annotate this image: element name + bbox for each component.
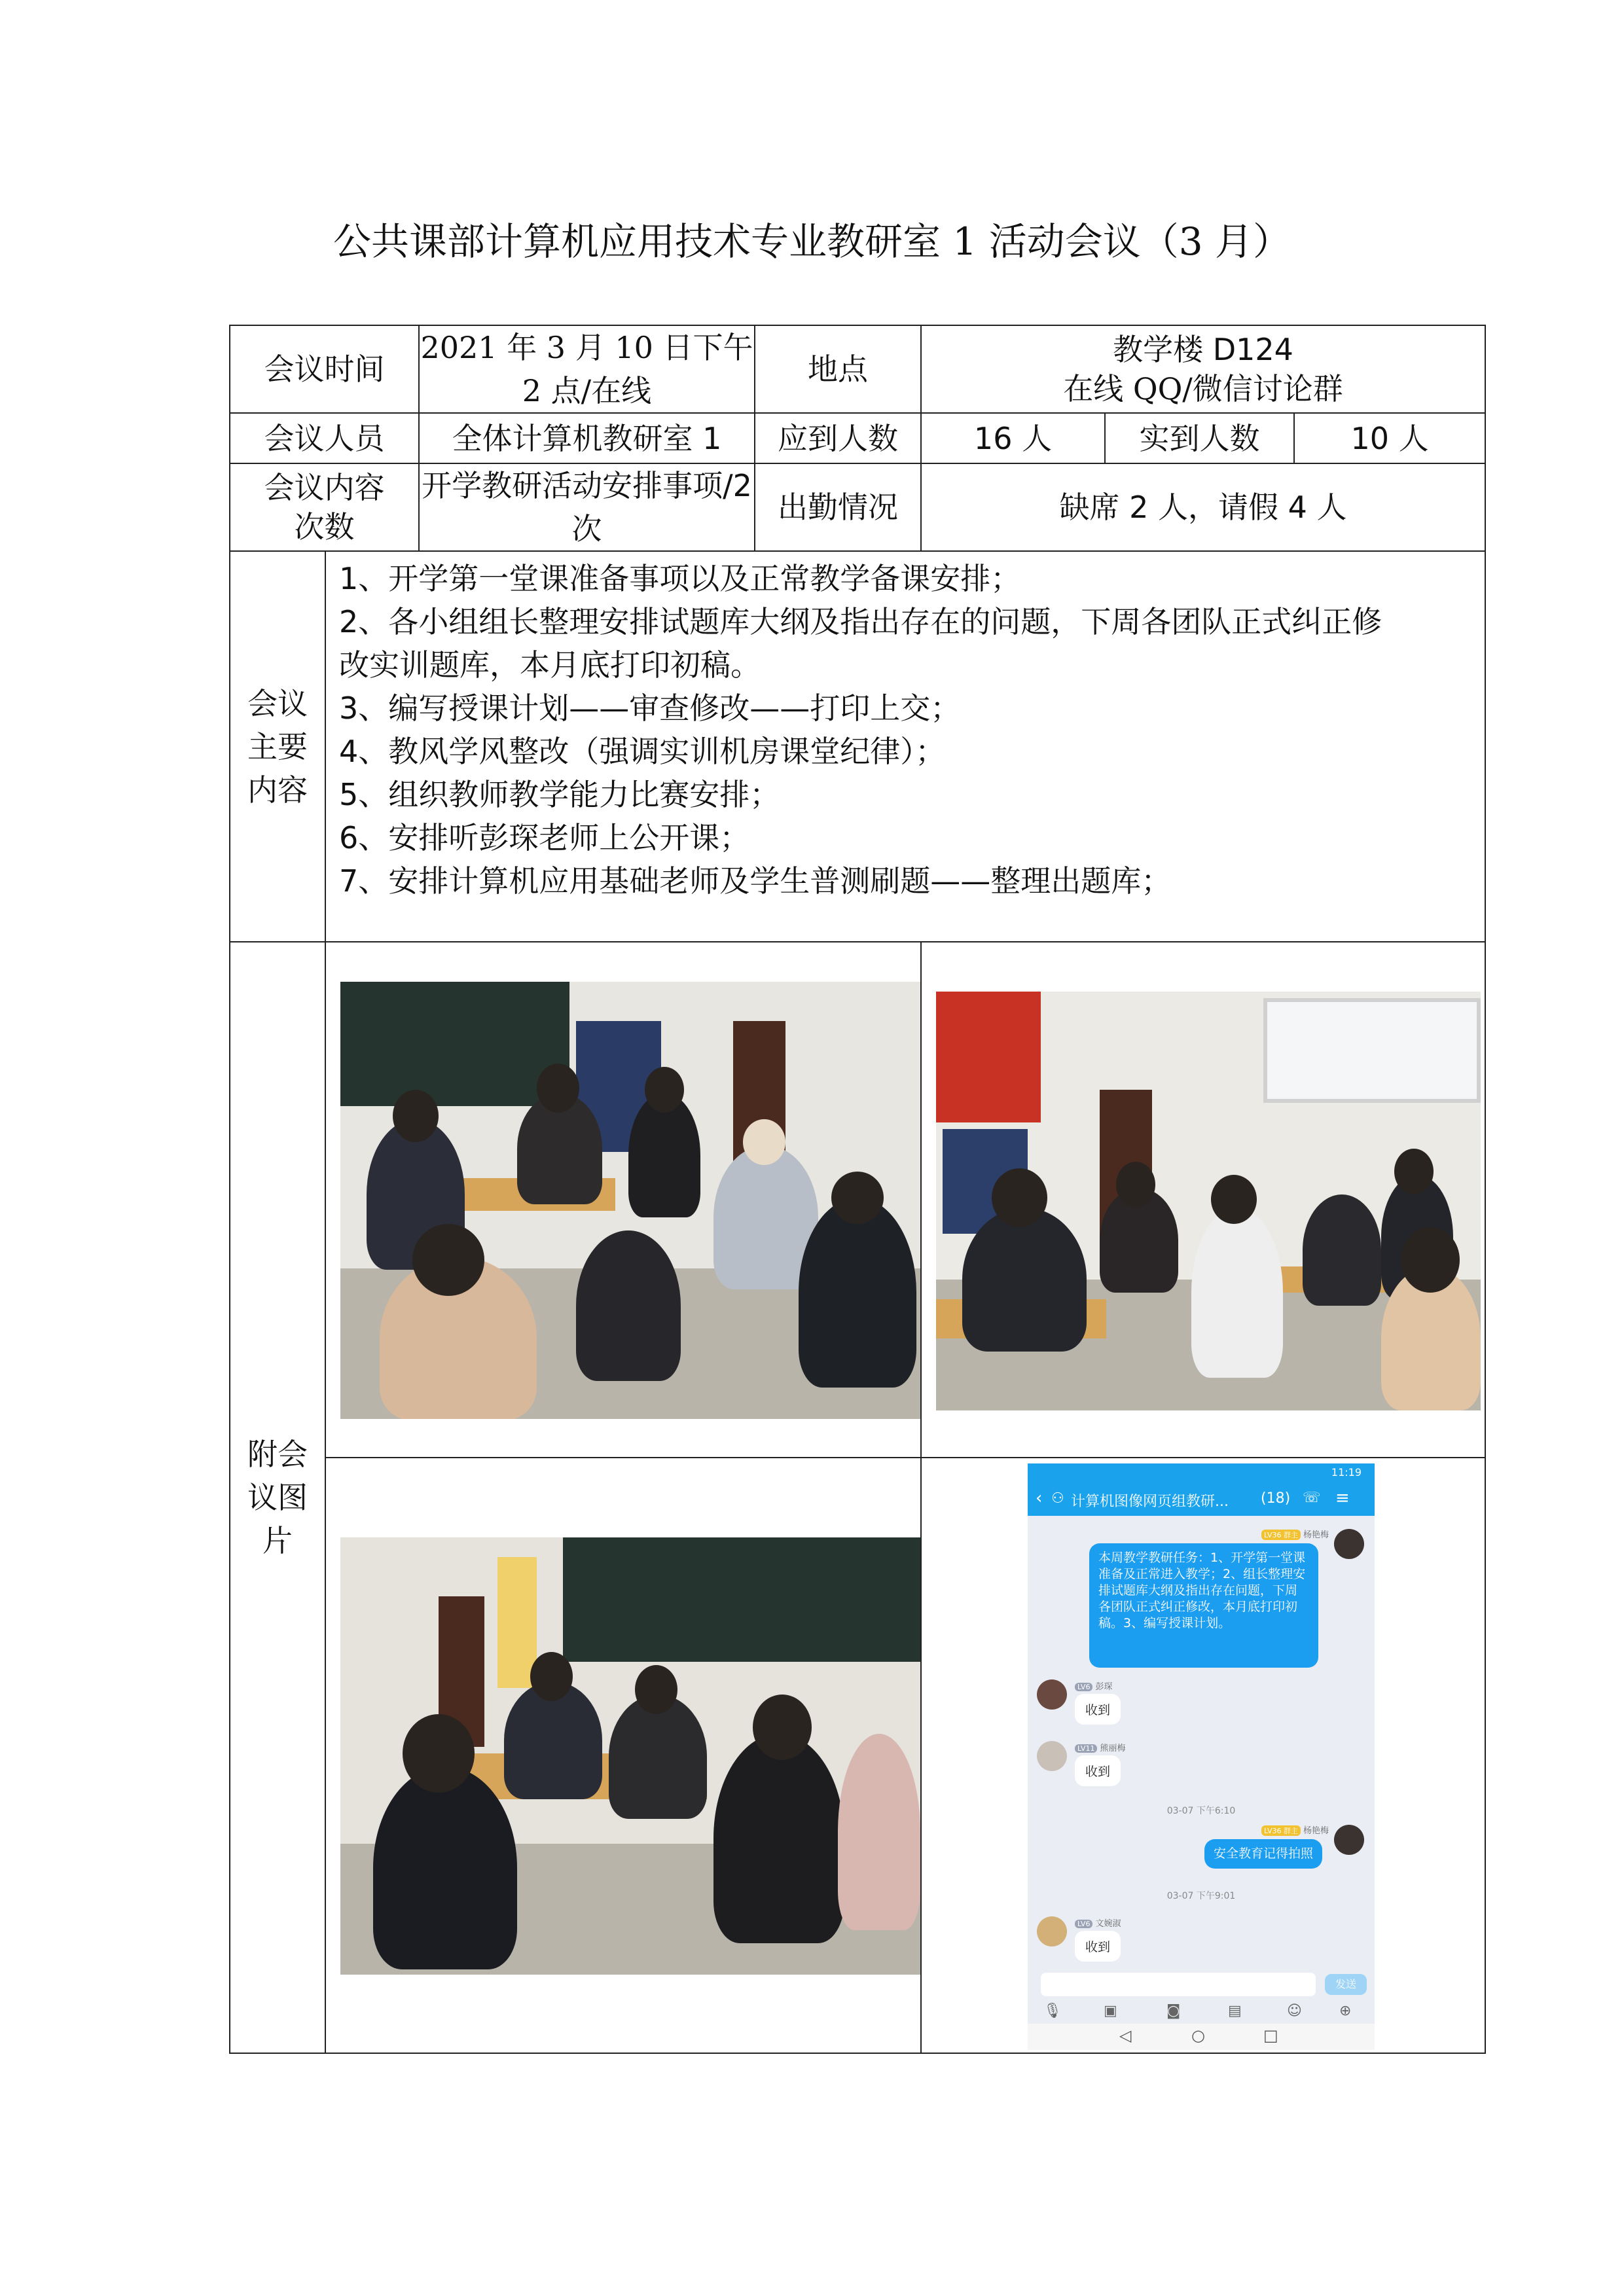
list-item: 4、教风学风整改（强调实训机房课堂纪律）； [339,734,946,769]
attach-label-line-1: 附会 [247,1437,308,1472]
back-nav-icon[interactable]: ◁ [1119,2026,1132,2045]
list-item: 2、各小组组长整理安排试题库大纲及指出存在的问题，下周各团队正式纠正修 [339,604,1382,639]
actual-value: 10 人 [1294,413,1485,463]
expected-label: 应到人数 [755,413,921,463]
avatar [1037,1741,1067,1771]
msg1-bubble: 本周教学教研任务：1、开学第一堂课准备及正常进入教学；2、组长整理安排试题库大纲及指出存在问题，下周各团队正式纠正修改，本月底打印初稿。3、编写授课计划。 [1089,1543,1318,1668]
send-button[interactable]: 发送 [1325,1974,1367,1995]
msg4-sender: LV36 群主 杨艳梅 [1261,1823,1329,1836]
avatar [1334,1825,1364,1855]
attach-label-line-2: 议图 [247,1480,308,1515]
msg5-bubble: 收到 [1075,1931,1121,1962]
msg2-sender: LV6 彭琛 [1075,1679,1112,1692]
attendance-value: 缺席 2 人，请假 4 人 [921,463,1485,551]
call-icon: ☏ [1303,1490,1321,1506]
people-value: 全体计算机教研室 1 [419,413,755,463]
msg4-bubble: 安全教育记得拍照 [1204,1839,1322,1869]
meeting-photo-3 [340,1537,920,1975]
chat-toolbar [1028,2001,1375,2024]
content-label [230,463,419,551]
member-count: (18) [1261,1490,1291,1507]
redpacket-icon[interactable]: ▤ [1228,2003,1242,2019]
list-item: 7、安排计算机应用基础老师及学生普测刷题——整理出题库； [339,863,1172,899]
expected-value: 16 人 [921,413,1105,463]
status-time: 11:19 [1331,1466,1362,1479]
image-icon[interactable]: ▣ [1104,2003,1117,2019]
phone-nav-bar [1028,2024,1375,2050]
back-icon: ‹ [1036,1488,1043,1508]
place-value [921,325,1485,413]
home-nav-icon[interactable]: ○ [1191,2026,1205,2045]
recent-nav-icon[interactable]: □ [1263,2026,1278,2045]
msg3-sender: LV11 熊丽梅 [1075,1741,1125,1753]
timestamp-1: 03-07 下午6:10 [1166,1806,1236,1816]
meeting-photo-2 [936,992,1481,1410]
msg5-sender: LV6 文婉淑 [1075,1916,1121,1929]
actual-label: 实到人数 [1105,413,1294,463]
msg1-sender: LV36 群主 杨艳梅 [1261,1528,1329,1540]
time-label: 会议时间 [230,325,419,413]
plus-icon[interactable]: ⊕ [1339,2003,1352,2019]
list-item: 6、安排听彭琛老师上公开课； [339,820,750,855]
chat-header [1028,1482,1375,1516]
message-input[interactable] [1041,1973,1316,1996]
time-value: 2021 年 3 月 10 日下午 2 点/在线 [419,325,755,413]
avatar [1037,1916,1067,1946]
chat-screenshot [1028,1463,1375,2024]
main-label-line-1: 会议 [247,685,308,721]
list-item: 5、组织教师教学能力比赛安排； [339,777,780,812]
list-item: 改实训题库，本月底打印初稿。 [339,647,761,683]
meeting-photo-1 [340,982,920,1419]
attachments-label [230,942,325,2053]
phone-status-bar [1028,1463,1375,1482]
place-line-2: 在线 QQ/微信讨论群 [1063,371,1343,406]
people-label: 会议人员 [230,413,419,463]
main-content-list [325,551,1485,942]
group-icon: ⚇ [1051,1490,1064,1507]
place-label: 地点 [755,325,921,413]
list-item: 3、编写授课计划——审查修改——打印上交； [339,691,961,726]
group-title: 计算机图像网页组教研... [1071,1494,1229,1510]
emoji-icon[interactable]: ☺ [1287,2003,1302,2019]
main-label-line-2: 主要 [247,728,308,764]
menu-icon: ≡ [1335,1488,1350,1508]
timestamp-2: 03-07 下午9:01 [1166,1891,1236,1901]
avatar [1037,1679,1067,1710]
list-item: 1、开学第一堂课准备事项以及正常教学备课安排； [339,561,1021,596]
avatar [1334,1529,1364,1559]
content-label-line-2: 次数 [294,509,355,545]
content-label-line-1: 会议内容 [264,470,385,505]
msg2-bubble: 收到 [1075,1694,1121,1725]
attach-label-line-3: 片 [262,1523,293,1558]
main-content-label [230,551,325,942]
content-value: 开学教研活动安排事项/2 次 [419,463,755,551]
camera-icon[interactable]: ◙ [1166,2003,1181,2019]
page-title: 公共课部计算机应用技术专业教研室 1 活动会议（3 月） [333,219,1291,264]
mic-icon[interactable]: 🎙 [1043,2003,1062,2019]
main-label-line-3: 内容 [247,772,308,808]
attendance-label: 出勤情况 [755,463,921,551]
place-line-1: 教学楼 D124 [1113,332,1293,367]
msg3-bubble: 收到 [1075,1755,1121,1786]
